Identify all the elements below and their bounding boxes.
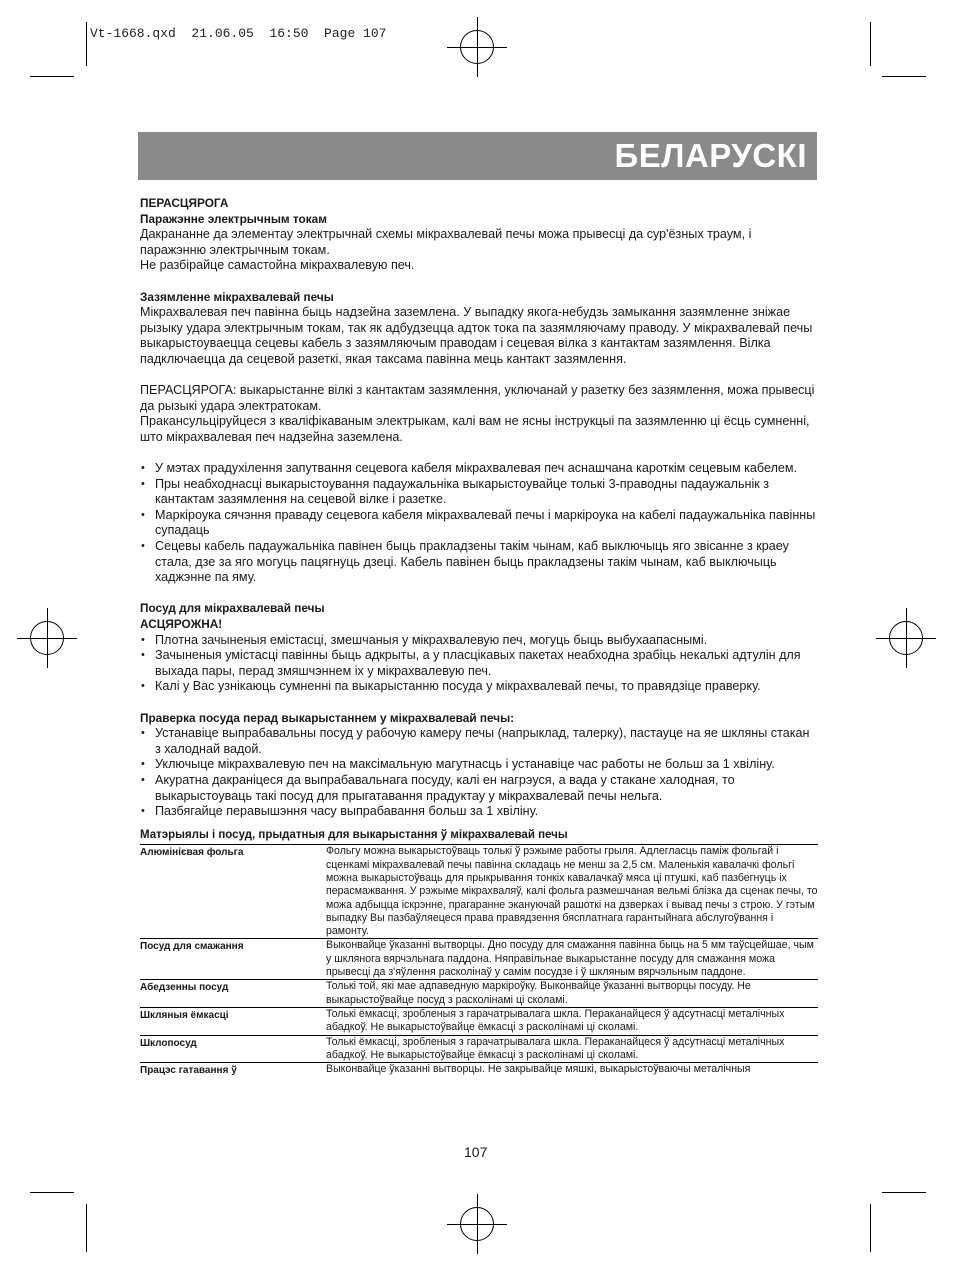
crop-mark [30, 1192, 74, 1193]
crop-mark [870, 1204, 871, 1252]
crop-mark [30, 76, 74, 77]
materials-title: Матэрыялы і посуд, прыдатныя для выкарыстання ў мікрахвалевай печы [140, 828, 818, 846]
material-text: Выконвайце ўказанні вытворцы. Не закрывайце мяшкі, выкарыстоўваючы металічныя [326, 1063, 751, 1076]
material-name: Шкляныя ёмкасці [140, 1007, 326, 1035]
list-item: • Плотна зачыненыя емістасці, змешчаныя у мікрахвалевую печ, могуць быць выбухаапаснымі. [140, 633, 818, 649]
page-content [140, 196, 818, 1077]
material-text: Толькі ёмкасці, зробленыя з гарачатрывалага шкла. Пераканайцеся ў адсутнасці металічных абадкоў. Не выкарыстоўвайце ёмкасці з расколінамі ці сколамі. [326, 1035, 818, 1063]
materials-table [140, 845, 818, 1077]
crop-mark [882, 76, 926, 77]
material-name: Шклопосуд [140, 1035, 326, 1063]
table-row [140, 1035, 818, 1063]
list-item: • У мэтах прадухілення запутвання сецевога кабеля мікрахвалевая печ аснашчана кароткім сецевым кабелем. [140, 461, 818, 477]
list-item: • Калі у Вас узнікаюць сумненні па выкарыстанню посуда у мікрахвалевай печы, то правядзіце праверку. [140, 679, 818, 695]
material-text: Толькі ёмкасці, зробленыя з гарачатрывалага шкла. Пераканайцеся ў адсутнасці металічных абадкоў. Не выкарыстоўвайце ёмкасці з расколінамі ці сколамі. [326, 1007, 818, 1035]
cable-bullet-list [140, 461, 818, 586]
crop-mark [86, 1204, 87, 1252]
electric-shock-text: Дакрананне да элементау электрычнай схемы мікрахвалевай печы можа прывесці да сур'ёзных траум, і паражэнню электрычным токам. [140, 227, 752, 257]
grounding-title: Зазямленне мікрахвалевай печы [140, 289, 334, 304]
language-banner [138, 132, 817, 180]
registration-mark [460, 1207, 494, 1241]
electric-shock-text-2: Не разбірайце самастойна мікрахвалевую печ. [140, 258, 415, 273]
list-item: • Уключыце мікрахвалевую печ на максімальную магутнасць і устанавіце час работы не больш за 1 хвіліну. [140, 757, 818, 773]
table-row [140, 1063, 818, 1078]
material-text: Выконвайце ўказанні вытворцы. Дно посуду для смажання павінна быць на 5 мм таўсцейшае, чым у шклянога вярчэльнага паддона. Няправільнае выкарыстанне посуду для смажання можа прывесці да з'яўлення расколінаў у самім посудзе і ў шкляным вярчэльным паддоне. [326, 939, 818, 980]
table-row [140, 980, 818, 1008]
material-text: Фольгу можна выкарыстоўваць толькі ў рэжыме работы грыля. Адлегласць паміж фольгай і сценкамі мікрахвалевай печы павінна складаць не менш за 2,5 см. Маленькія кавалачкі фольгі можна выкарыстоўваць для прыкрывання тонкіх кавалачкаў мяса ці птушкі, каб пазбегнуць іх перасмажвання. У рэжыме мікрахваляў, калі фольга размешчаная вельмі блізка да сценак печы, то можа адбыцца іскрэнне, прагаранне экануючай рашоткі на дзверках і вывад печы з строю. У гэтым выпадку Вы пазбаўляецеся права правядзення бясплатнага гарантыйнага абслугоўвання і рамонту. [326, 845, 818, 938]
caution-label: АСЦЯРОЖНА! [140, 617, 223, 632]
list-item: • Маркіроука сячэння праваду сецевога кабеля мікрахвалевай печы і маркіроука на кабелі падаужальніка павінны супадаць [140, 508, 818, 539]
list-item: • Акуратна дакраніцеся да выпрабавальнага посуду, калі ен нагрэуся, а вада у стакане халодная, то выкарыстоуваць такі посуд для прыгатавання прадуктау у мікрахвалевай печы нельга. [140, 773, 818, 804]
electric-shock-title: Паражэнне электрычным токам [140, 211, 327, 226]
print-slug: Vt-1668.qxd 21.06.05 16:50 Page 107 [90, 26, 387, 41]
list-item: • Пры неабходнасці выкарыстоування падаужальніка выкарыстоувайце толькі 3-праводны падаужальнік з кантактам зазямлення на сецевой вілке і разетке. [140, 477, 818, 508]
list-item: • Сецевы кабель падаужальніка павінен быць пракладзены такім чынам, каб выключыць яго звісанне з краеу стала, дзе за яго могуць пацягнуць дзеці. Кабель павінен быць пракладзены такім чынам, каб выключыць хаджэнне па яму. [140, 539, 818, 586]
table-row [140, 1007, 818, 1035]
check-bullet-list [140, 726, 818, 820]
list-item: • Устанавіце выпрабавальны посуд у рабочую камеру печы (напрыклад, талерку), пастауце на яе шкляны стакан з халоднай вадой. [140, 726, 818, 757]
warning-heading: ПЕРАСЦЯРОГА [140, 196, 229, 210]
dishes-bullet-list [140, 633, 818, 695]
material-name: Працэс гатавання ў [140, 1065, 237, 1077]
material-name: Посуд для смажання [140, 939, 326, 980]
list-item: • Зачыненыя умістасці павінны быць адкрыты, а у пласцікавых пакетах неабходна зрабіць некалькі адтулін для выхада пары, перад змяшчэннем іх у мікрахвалевую печ. [140, 648, 818, 679]
crop-mark [870, 22, 871, 66]
crop-mark [86, 22, 87, 66]
grounding-text: Мікрахвалевая печ павінна быць надзейна заземлена. У выпадку якога-небудзь замыкання зазямленне зніжае рызыку удара электрычным токам, так як адбудзецца адток тока па зазямляючаму праводу. У мікрахвалевай печы выкарыстоуваецца сецевы кабель з зазямляючым праводам і сецевая вілка з кантактам зазямлення. Вілка падключаецца да сецевой разеткі, якая таксама павінна мець кантакт зазямлення. [140, 305, 813, 366]
material-text: Толькі той, які мае адпаведную маркіроўку. Выконвайце ўказанні вытворцы посуду. Не выкарыстоўвайце посуд з расколінамі ці сколамі. [326, 980, 818, 1008]
registration-mark [460, 30, 494, 64]
table-row [140, 939, 818, 980]
registration-mark [30, 621, 64, 655]
crop-mark [882, 1192, 926, 1193]
material-name: Алюмінієвая фольга [140, 845, 326, 939]
dishes-title: Посуд для мікрахвалевай печы [140, 601, 325, 616]
page-number: 107 [464, 1144, 488, 1160]
registration-mark [889, 621, 923, 655]
grounding-warning-text: ПЕРАСЦЯРОГА: выкарыстанне вілкі з кантактам зазямлення, уключанай у разетку без зазямлення, можа прывесці да рызыкі удара электратокам. [140, 383, 815, 413]
grounding-consult-text: Пракансульціруйцеся з кваліфікаваным электрыкам, калі вам не ясны інструкцыі па зазямленню ці ёсць сумненні, што мікрахвалевая печ надзейна заземлена. [140, 414, 810, 444]
check-title: Праверка посуда перад выкарыстаннем у мікрахвалевай печы: [140, 710, 515, 725]
table-row [140, 845, 818, 939]
list-item: • Пазбягайце перавышэння часу выпрабавання больш за 1 хвіліну. [140, 804, 818, 820]
material-name: Абедзенны посуд [140, 980, 326, 1008]
banner-title: БЕЛАРУСКІ [614, 137, 807, 174]
